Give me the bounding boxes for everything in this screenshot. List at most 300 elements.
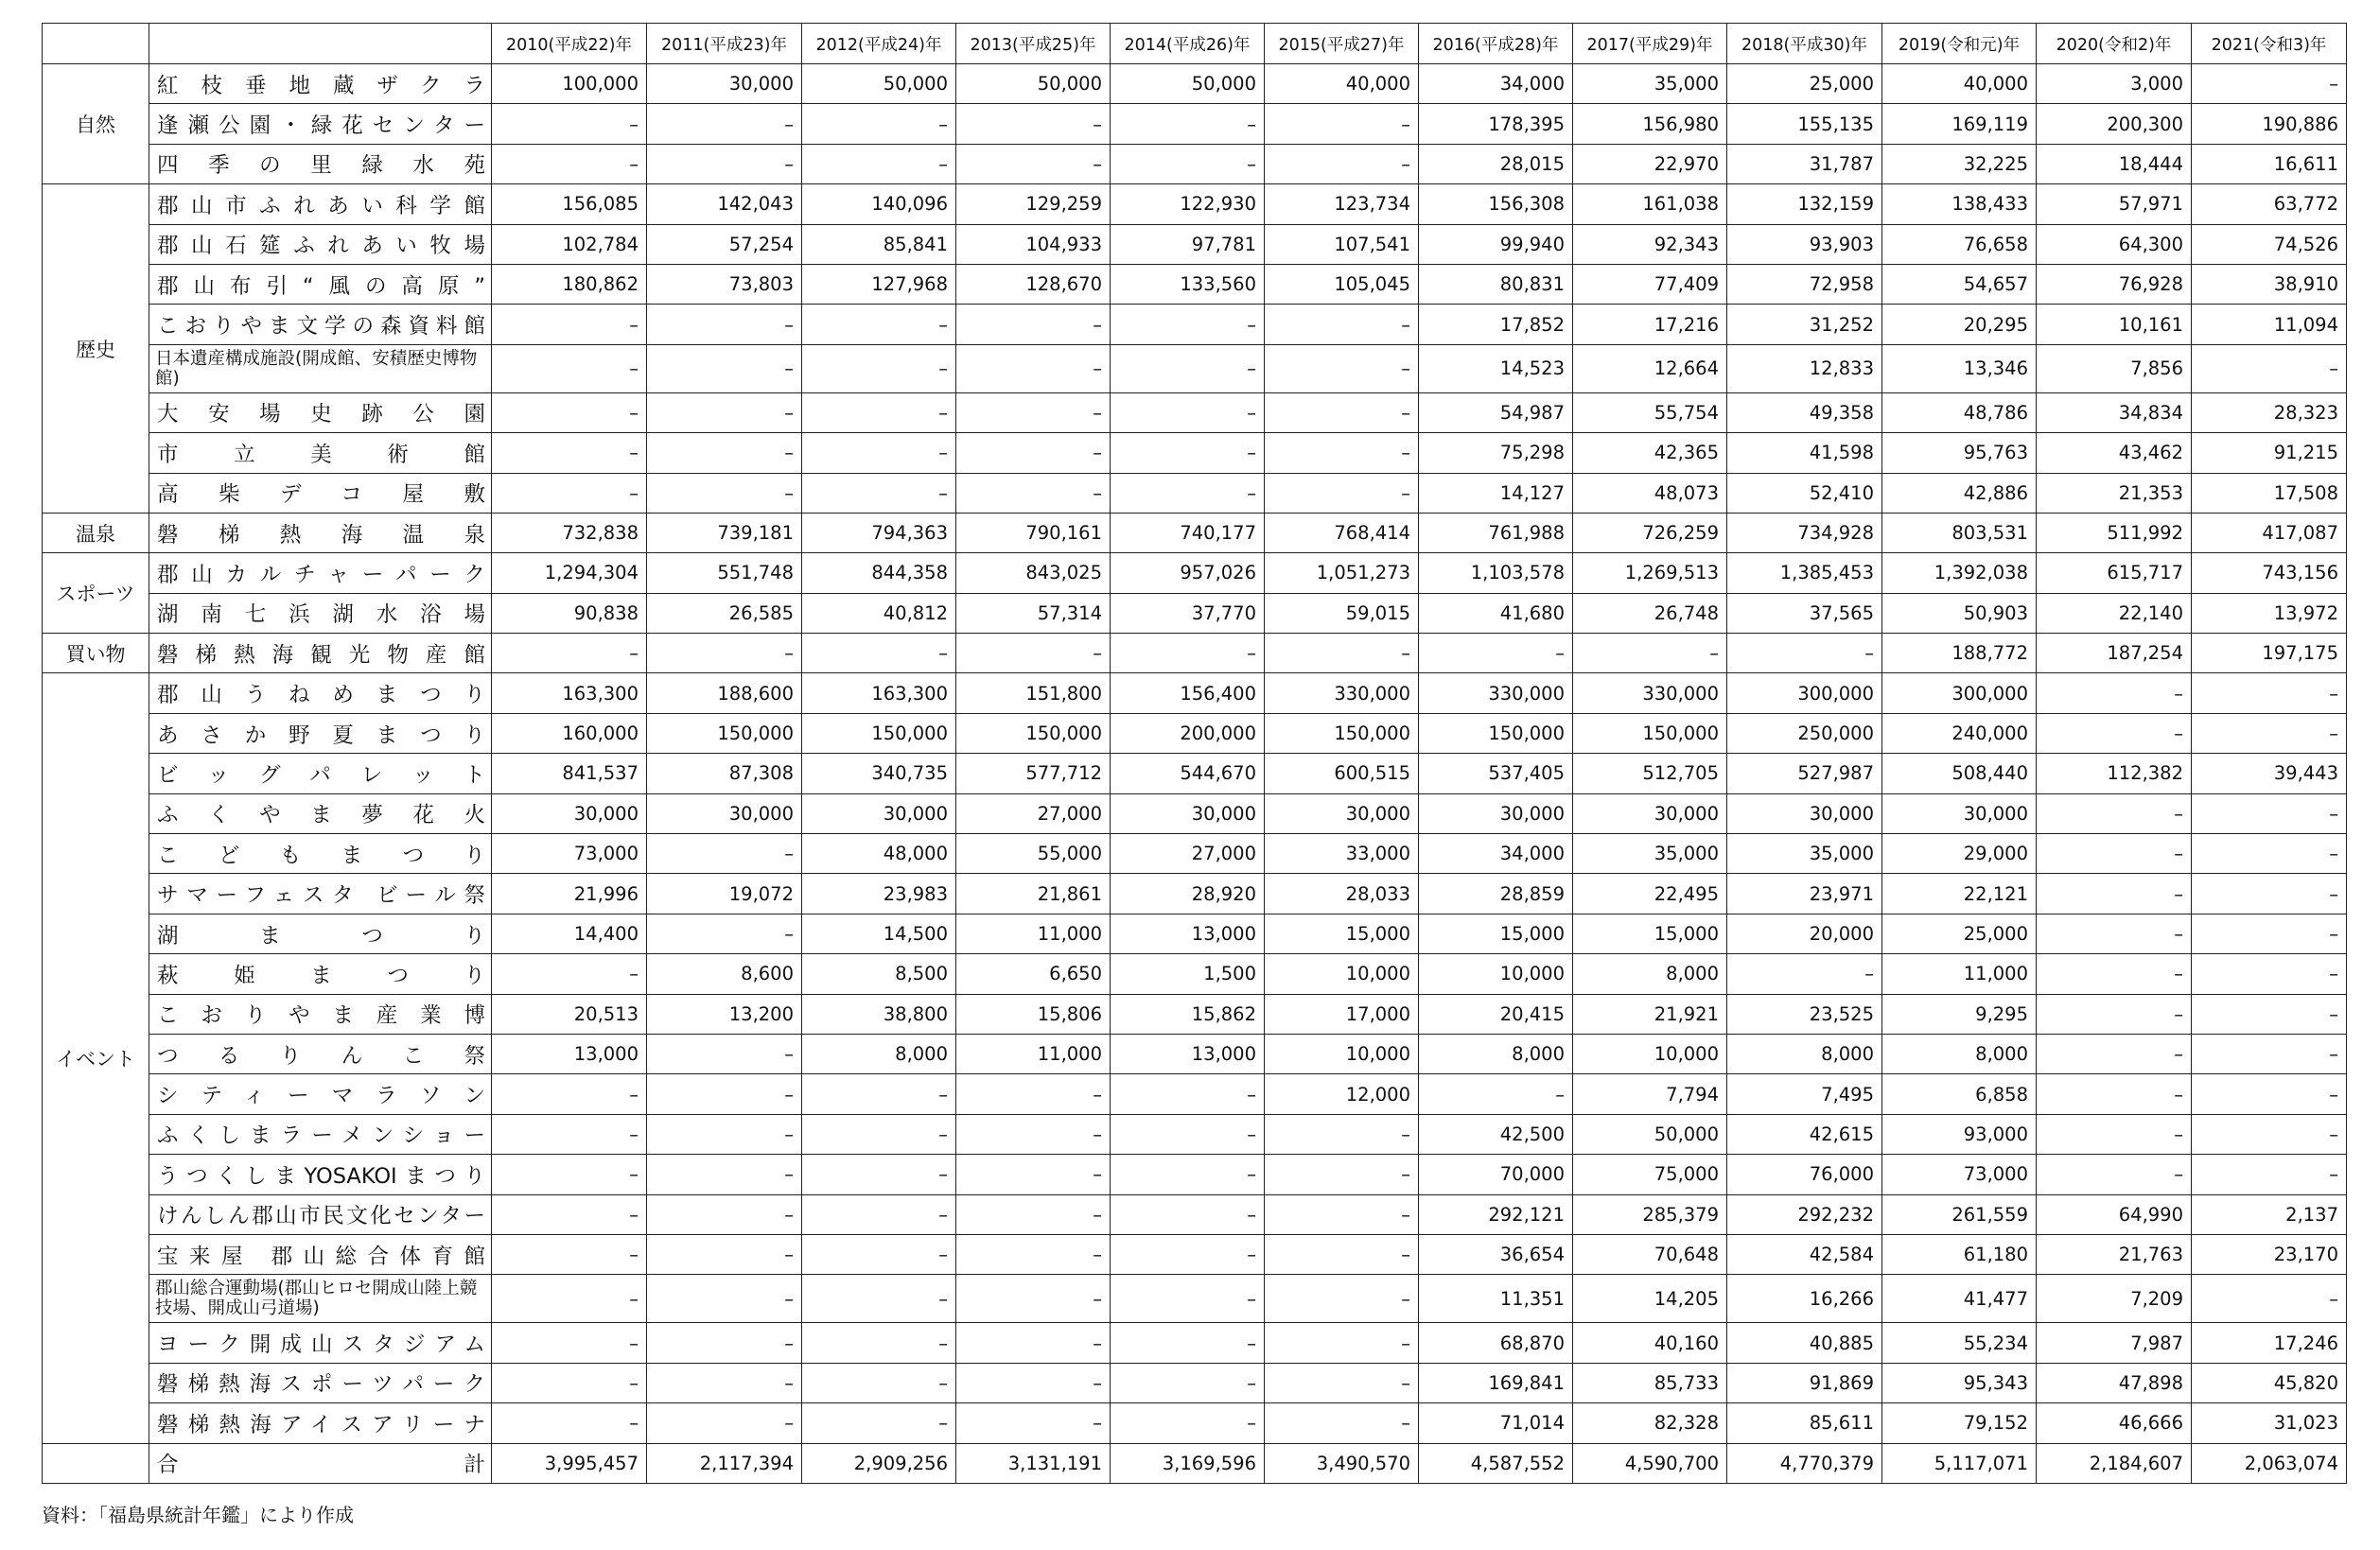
value-cell: 527,987	[1727, 754, 1882, 793]
value-cell: 20,295	[1882, 305, 2037, 344]
value-cell: 150,000	[1265, 713, 1419, 753]
corner-cell	[43, 24, 149, 64]
facility-name-cell: 市立美術館	[149, 433, 492, 473]
value-cell: –	[802, 1234, 956, 1274]
value-cell: –	[1111, 634, 1265, 673]
value-cell: 34,834	[2037, 392, 2192, 432]
value-cell: 76,928	[2037, 264, 2192, 304]
table-row	[43, 1034, 2347, 1073]
value-cell: –	[492, 1275, 647, 1323]
value-cell: 104,933	[956, 224, 1111, 264]
value-cell: 726,259	[1573, 513, 1727, 552]
value-cell: 169,119	[1882, 104, 2037, 144]
value-cell: –	[802, 1114, 956, 1154]
value-cell: 20,415	[1419, 994, 1573, 1034]
value-cell: 35,000	[1727, 834, 1882, 874]
value-cell: 156,980	[1573, 104, 1727, 144]
value-cell: 22,970	[1573, 144, 1727, 183]
value-cell: –	[2037, 713, 2192, 753]
value-cell: 29,000	[1882, 834, 2037, 874]
value-cell: –	[1111, 1194, 1265, 1234]
value-cell: –	[1111, 305, 1265, 344]
value-cell: –	[2192, 1074, 2347, 1114]
value-cell: 188,600	[647, 673, 802, 713]
value-cell: 72,958	[1727, 264, 1882, 304]
value-cell: 2,137	[2192, 1194, 2347, 1234]
value-cell: –	[802, 473, 956, 513]
total-value-cell: 5,117,071	[1882, 1443, 2037, 1483]
visitor-statistics-table	[42, 23, 2347, 1484]
value-cell: 11,094	[2192, 305, 2347, 344]
value-cell: 169,841	[1419, 1363, 1573, 1402]
value-cell: 18,444	[2037, 144, 2192, 183]
table-row	[43, 793, 2347, 833]
value-cell: 74,526	[2192, 224, 2347, 264]
value-cell: 55,234	[1882, 1323, 2037, 1363]
category-cell: スポーツ	[43, 553, 149, 634]
value-cell: 21,353	[2037, 473, 2192, 513]
value-cell: 40,000	[1882, 64, 2037, 104]
facility-name-cell: 高柴デコ屋敷	[149, 473, 492, 513]
value-cell: 77,409	[1573, 264, 1727, 304]
value-cell: 150,000	[647, 713, 802, 753]
value-cell: –	[2192, 914, 2347, 953]
value-cell: 155,135	[1727, 104, 1882, 144]
value-cell: 123,734	[1265, 184, 1419, 224]
table-row	[43, 754, 2347, 793]
facility-name-cell: あさか野夏まつり	[149, 713, 492, 753]
value-cell: 12,833	[1727, 344, 1882, 392]
value-cell: 40,000	[1265, 64, 1419, 104]
value-cell: 1,103,578	[1419, 553, 1573, 593]
year-column-header: 2016(平成28)年	[1419, 24, 1573, 64]
value-cell: –	[2192, 344, 2347, 392]
value-cell: 7,209	[2037, 1275, 2192, 1323]
value-cell: 52,410	[1727, 473, 1882, 513]
value-cell: 40,885	[1727, 1323, 1882, 1363]
facility-name-cell: 郡山総合運動場(郡山ヒロセ開成山陸上競技場、開成山弓道場)	[149, 1275, 492, 1323]
table-row	[43, 1194, 2347, 1234]
value-cell: –	[2037, 834, 2192, 874]
value-cell: –	[1265, 473, 1419, 513]
value-cell: 40,160	[1573, 1323, 1727, 1363]
value-cell: –	[2037, 994, 2192, 1034]
value-cell: 16,266	[1727, 1275, 1882, 1323]
value-cell: –	[492, 1403, 647, 1443]
value-cell: 57,971	[2037, 184, 2192, 224]
value-cell: 21,763	[2037, 1234, 2192, 1274]
value-cell: –	[1573, 634, 1727, 673]
table-row	[43, 914, 2347, 953]
facility-name-cell: 磐梯熱海スポーツパーク	[149, 1363, 492, 1402]
value-cell: –	[2192, 1155, 2347, 1194]
value-cell: 73,000	[1882, 1155, 2037, 1194]
value-cell: 17,852	[1419, 305, 1573, 344]
empty-category-cell	[43, 1443, 149, 1483]
value-cell: 128,670	[956, 264, 1111, 304]
value-cell: 508,440	[1882, 754, 2037, 793]
value-cell: –	[492, 1074, 647, 1114]
value-cell: –	[1419, 634, 1573, 673]
value-cell: 10,000	[1573, 1034, 1727, 1073]
value-cell: 27,000	[1111, 834, 1265, 874]
value-cell: 12,664	[1573, 344, 1727, 392]
value-cell: 178,395	[1419, 104, 1573, 144]
value-cell: –	[802, 1155, 956, 1194]
value-cell: –	[802, 1194, 956, 1234]
value-cell: 73,803	[647, 264, 802, 304]
value-cell: 107,541	[1265, 224, 1419, 264]
table-row	[43, 392, 2347, 432]
value-cell: 55,000	[956, 834, 1111, 874]
value-cell: –	[956, 305, 1111, 344]
table-row	[43, 593, 2347, 633]
value-cell: 160,000	[492, 713, 647, 753]
value-cell: 957,026	[1111, 553, 1265, 593]
value-cell: 33,000	[1265, 834, 1419, 874]
value-cell: 28,033	[1265, 874, 1419, 914]
facility-name-cell: 磐梯熱海観光物産館	[149, 634, 492, 673]
value-cell: –	[2037, 1155, 2192, 1194]
value-cell: –	[1265, 392, 1419, 432]
value-cell: 85,841	[802, 224, 956, 264]
value-cell: –	[1265, 1155, 1419, 1194]
value-cell: 156,400	[1111, 673, 1265, 713]
value-cell: 734,928	[1727, 513, 1882, 552]
table-row	[43, 1323, 2347, 1363]
table-row	[43, 104, 2347, 144]
facility-name-cell: 郡山布引“風の高原”	[149, 264, 492, 304]
value-cell: –	[492, 433, 647, 473]
value-cell: 22,140	[2037, 593, 2192, 633]
value-cell: 14,127	[1419, 473, 1573, 513]
value-cell: 133,560	[1111, 264, 1265, 304]
table-row	[43, 64, 2347, 104]
facility-name-cell: 郡山市ふれあい科学館	[149, 184, 492, 224]
value-cell: –	[2037, 793, 2192, 833]
value-cell: 55,754	[1573, 392, 1727, 432]
value-cell: 14,523	[1419, 344, 1573, 392]
value-cell: 1,051,273	[1265, 553, 1419, 593]
value-cell: –	[647, 1234, 802, 1274]
value-cell: –	[956, 1234, 1111, 1274]
year-column-header: 2020(令和2)年	[2037, 24, 2192, 64]
table-row	[43, 1275, 2347, 1323]
value-cell: –	[1111, 104, 1265, 144]
value-cell: 300,000	[1882, 673, 2037, 713]
value-cell: 6,650	[956, 954, 1111, 994]
value-cell: 30,000	[492, 793, 647, 833]
value-cell: 6,858	[1882, 1074, 2037, 1114]
facility-name-cell: 逢瀬公園・緑花センター	[149, 104, 492, 144]
value-cell: 740,177	[1111, 513, 1265, 552]
value-cell: 76,000	[1727, 1155, 1882, 1194]
value-cell: 190,886	[2192, 104, 2347, 144]
value-cell: 9,295	[1882, 994, 2037, 1034]
facility-name-cell: 湖まつり	[149, 914, 492, 953]
value-cell: 46,666	[2037, 1403, 2192, 1443]
value-cell: 100,000	[492, 64, 647, 104]
year-column-header: 2012(平成24)年	[802, 24, 956, 64]
value-cell: 36,654	[1419, 1234, 1573, 1274]
year-column-header: 2011(平成23)年	[647, 24, 802, 64]
value-cell: 38,800	[802, 994, 956, 1034]
value-cell: –	[1265, 1194, 1419, 1234]
value-cell: 20,000	[1727, 914, 1882, 953]
value-cell: 14,500	[802, 914, 956, 953]
value-cell: 64,300	[2037, 224, 2192, 264]
category-cell: イベント	[43, 673, 149, 1443]
value-cell: 739,181	[647, 513, 802, 552]
category-cell: 温泉	[43, 513, 149, 552]
value-cell: 95,763	[1882, 433, 2037, 473]
table-container	[42, 23, 2347, 1484]
table-row	[43, 1074, 2347, 1114]
value-cell: –	[2192, 1114, 2347, 1154]
value-cell: 30,000	[1727, 793, 1882, 833]
value-cell: 42,500	[1419, 1114, 1573, 1154]
value-cell: 87,308	[647, 754, 802, 793]
value-cell: 8,600	[647, 954, 802, 994]
value-cell: –	[2192, 834, 2347, 874]
value-cell: 22,121	[1882, 874, 2037, 914]
value-cell: 90,838	[492, 593, 647, 633]
value-cell: –	[1265, 1403, 1419, 1443]
value-cell: 13,972	[2192, 593, 2347, 633]
value-cell: 50,903	[1882, 593, 2037, 633]
value-cell: 511,992	[2037, 513, 2192, 552]
value-cell: –	[2037, 673, 2192, 713]
table-row	[43, 473, 2347, 513]
value-cell: 32,225	[1882, 144, 2037, 183]
value-cell: 1,500	[1111, 954, 1265, 994]
value-cell: 844,358	[802, 553, 956, 593]
value-cell: 140,096	[802, 184, 956, 224]
value-cell: 49,358	[1727, 392, 1882, 432]
value-cell: 105,045	[1265, 264, 1419, 304]
value-cell: –	[492, 634, 647, 673]
value-cell: –	[1265, 433, 1419, 473]
value-cell: 8,000	[1419, 1034, 1573, 1073]
value-cell: –	[647, 144, 802, 183]
value-cell: 150,000	[802, 713, 956, 753]
value-cell: 794,363	[802, 513, 956, 552]
value-cell: 41,598	[1727, 433, 1882, 473]
value-cell: 150,000	[1573, 713, 1727, 753]
category-cell: 買い物	[43, 634, 149, 673]
facility-name-cell: 磐梯熱海温泉	[149, 513, 492, 552]
value-cell: 10,000	[1265, 954, 1419, 994]
table-row	[43, 553, 2347, 593]
value-cell: 50,000	[802, 64, 956, 104]
value-cell: 30,000	[802, 793, 956, 833]
value-cell: 285,379	[1573, 1194, 1727, 1234]
total-value-cell: 4,587,552	[1419, 1443, 1573, 1483]
value-cell: 42,365	[1573, 433, 1727, 473]
value-cell: 1,392,038	[1882, 553, 2037, 593]
value-cell: 11,000	[956, 1034, 1111, 1073]
value-cell: –	[1265, 1323, 1419, 1363]
value-cell: 30,000	[1419, 793, 1573, 833]
value-cell: 1,269,513	[1573, 553, 1727, 593]
value-cell: –	[956, 1155, 1111, 1194]
table-row	[43, 1363, 2347, 1402]
value-cell: 10,000	[1265, 1034, 1419, 1073]
value-cell: 48,000	[802, 834, 956, 874]
corner-cell	[149, 24, 492, 64]
value-cell: 240,000	[1882, 713, 2037, 753]
value-cell: –	[802, 1363, 956, 1402]
total-value-cell: 3,490,570	[1265, 1443, 1419, 1483]
value-cell: –	[1265, 305, 1419, 344]
value-cell: –	[2192, 713, 2347, 753]
value-cell: –	[1111, 344, 1265, 392]
value-cell: –	[647, 473, 802, 513]
value-cell: 7,856	[2037, 344, 2192, 392]
value-cell: 30,000	[1882, 793, 2037, 833]
table-row	[43, 834, 2347, 874]
value-cell: 85,611	[1727, 1403, 1882, 1443]
value-cell: 156,085	[492, 184, 647, 224]
value-cell: 48,073	[1573, 473, 1727, 513]
value-cell: 21,861	[956, 874, 1111, 914]
table-row	[43, 144, 2347, 183]
value-cell: 11,351	[1419, 1275, 1573, 1323]
value-cell: –	[956, 1275, 1111, 1323]
value-cell: 13,000	[492, 1034, 647, 1073]
value-cell: –	[647, 1323, 802, 1363]
value-cell: 41,680	[1419, 593, 1573, 633]
facility-name-cell: 大安場史跡公園	[149, 392, 492, 432]
value-cell: 21,996	[492, 874, 647, 914]
value-cell: –	[647, 1074, 802, 1114]
value-cell: 70,648	[1573, 1234, 1727, 1274]
facility-name-cell: シティーマラソン	[149, 1074, 492, 1114]
table-row	[43, 1114, 2347, 1154]
value-cell: –	[1111, 1323, 1265, 1363]
value-cell: 261,559	[1882, 1194, 2037, 1234]
value-cell: –	[1265, 144, 1419, 183]
value-cell: –	[1111, 392, 1265, 432]
value-cell: 841,537	[492, 754, 647, 793]
value-cell: –	[956, 392, 1111, 432]
value-cell: 200,000	[1111, 713, 1265, 753]
value-cell: –	[492, 305, 647, 344]
value-cell: 70,000	[1419, 1155, 1573, 1194]
total-label-cell: 合計	[149, 1443, 492, 1483]
total-value-cell: 3,995,457	[492, 1443, 647, 1483]
facility-name-cell: ふくしまラーメンショー	[149, 1114, 492, 1154]
source-note: 資料：「福島県統計年鑑」により作成	[42, 1504, 354, 1526]
value-cell: 8,000	[802, 1034, 956, 1073]
value-cell: –	[2192, 64, 2347, 104]
value-cell: –	[802, 1074, 956, 1114]
value-cell: 8,000	[1727, 1034, 1882, 1073]
value-cell: –	[1265, 1234, 1419, 1274]
value-cell: 42,584	[1727, 1234, 1882, 1274]
total-value-cell: 3,169,596	[1111, 1443, 1265, 1483]
value-cell: 30,000	[1111, 793, 1265, 833]
value-cell: 13,000	[1111, 1034, 1265, 1073]
value-cell: 79,152	[1882, 1403, 2037, 1443]
value-cell: 42,615	[1727, 1114, 1882, 1154]
value-cell: 102,784	[492, 224, 647, 264]
value-cell: 330,000	[1573, 673, 1727, 713]
value-cell: –	[1111, 1074, 1265, 1114]
value-cell: 13,200	[647, 994, 802, 1034]
value-cell: 577,712	[956, 754, 1111, 793]
value-cell: –	[956, 1194, 1111, 1234]
facility-name-cell: 湖南七浜湖水浴場	[149, 593, 492, 633]
value-cell: –	[492, 473, 647, 513]
value-cell: 28,920	[1111, 874, 1265, 914]
value-cell: 73,000	[492, 834, 647, 874]
value-cell: –	[647, 1034, 802, 1073]
value-cell: 200,300	[2037, 104, 2192, 144]
table-row	[43, 874, 2347, 914]
facility-name-cell: こおりやま産業博	[149, 994, 492, 1034]
value-cell: –	[492, 1194, 647, 1234]
value-cell: 16,611	[2192, 144, 2347, 183]
value-cell: 21,921	[1573, 994, 1727, 1034]
value-cell: 31,787	[1727, 144, 1882, 183]
value-cell: 8,000	[1573, 954, 1727, 994]
value-cell: 37,565	[1727, 593, 1882, 633]
value-cell: 197,175	[2192, 634, 2347, 673]
value-cell: 25,000	[1727, 64, 1882, 104]
value-cell: 93,000	[1882, 1114, 2037, 1154]
value-cell: 7,987	[2037, 1323, 2192, 1363]
value-cell: 15,000	[1573, 914, 1727, 953]
value-cell: 14,400	[492, 914, 647, 953]
value-cell: 761,988	[1419, 513, 1573, 552]
category-cell: 自然	[43, 64, 149, 184]
value-cell: 30,000	[647, 64, 802, 104]
value-cell: 38,910	[2192, 264, 2347, 304]
total-value-cell: 4,770,379	[1727, 1443, 1882, 1483]
value-cell: 35,000	[1573, 64, 1727, 104]
value-cell: 250,000	[1727, 713, 1882, 753]
value-cell: 11,000	[1882, 954, 2037, 994]
facility-name-cell: 紅枝垂地蔵ザクラ	[149, 64, 492, 104]
value-cell: 790,161	[956, 513, 1111, 552]
value-cell: 600,515	[1265, 754, 1419, 793]
value-cell: 80,831	[1419, 264, 1573, 304]
value-cell: –	[2192, 673, 2347, 713]
value-cell: –	[956, 1074, 1111, 1114]
value-cell: –	[647, 1363, 802, 1402]
value-cell: 330,000	[1265, 673, 1419, 713]
year-column-header: 2021(令和3)年	[2192, 24, 2347, 64]
value-cell: –	[802, 433, 956, 473]
value-cell: –	[802, 634, 956, 673]
value-cell: 64,990	[2037, 1194, 2192, 1234]
table-row	[43, 264, 2347, 304]
value-cell: –	[647, 914, 802, 953]
value-cell: 63,772	[2192, 184, 2347, 224]
value-cell: 34,000	[1419, 64, 1573, 104]
value-cell: 292,121	[1419, 1194, 1573, 1234]
value-cell: 17,246	[2192, 1323, 2347, 1363]
year-column-header: 2015(平成27)年	[1265, 24, 1419, 64]
value-cell: –	[1265, 1114, 1419, 1154]
value-cell: –	[1419, 1074, 1573, 1114]
value-cell: –	[492, 144, 647, 183]
value-cell: 15,806	[956, 994, 1111, 1034]
value-cell: 20,513	[492, 994, 647, 1034]
header-row	[43, 24, 2347, 64]
total-value-cell: 2,117,394	[647, 1443, 802, 1483]
